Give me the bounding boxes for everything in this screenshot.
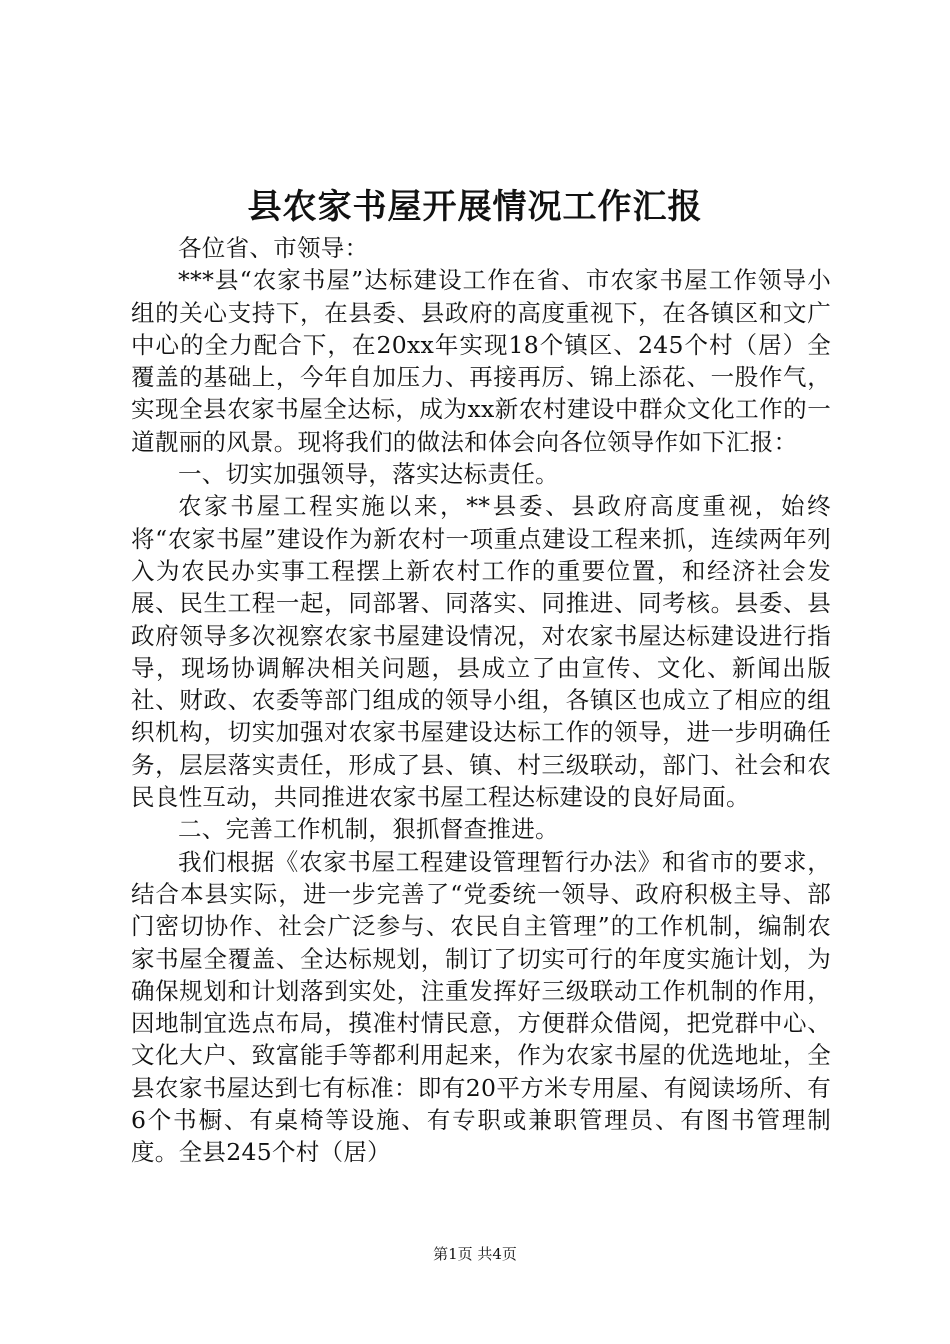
document-title: 县农家书屋开展情况工作汇报 <box>247 187 703 227</box>
page-footer: 第1页 共4页 <box>433 1245 517 1263</box>
section-2-paragraph: 我们根据《农家书屋工程建设管理暂行办法》和省市的要求，结合本县实际，进一步完善了“党委统一领导、政府积极主导、部门密切协作、社会广泛参与、农民自主管理”的工作机制，编制农家书屋全覆盖、全达标规划，制订了切实可行的年度实施计划，为确保规划和计划落到实处，注重发挥好三级联动工作机制的作用，因地制宜选点布局，摸准村情民意，方便群众借阅，把党群中心、文化大户、致富能手等都利用起来，作为农家书屋的优选地址，全县农家书屋达到七有标准：即有20平方米专用屋、有阅读场所、有6个书橱、有桌椅等设施、有专职或兼职管理员、有图书管理制度。全县245个村（居） <box>131 847 831 1167</box>
section-1-paragraph: 农家书屋工程实施以来，**县委、县政府高度重视，始终将“农家书屋”建设作为新农村一项重点建设工程来抓，连续两年列入为农民办实事工程摆上新农村工作的重要位置，和经济社会发展、民生工程一起，同部署、同落实、同推进、同考核。县委、县政府领导多次视察农家书屋建设情况，对农家书屋达标建设进行指导，现场协调解决相关问题，县成立了由宣传、文化、新闻出版社、财政、农委等部门组成的领导小组，各镇区也成立了相应的组织机构，切实加强对农家书屋建设达标工作的领导，进一步明确任务，层层落实责任，形成了县、镇、村三级联动，部门、社会和农民良性互动，共同推进农家书屋工程达标建设的良好局面。 <box>131 492 831 812</box>
intro-paragraph: ***县“农家书屋”达标建设工作在省、市农家书屋工作领导小组的关心支持下，在县委、县政府的高度重视下，在各镇区和文广中心的全力配合下，在20xx年实现18个镇区、245个村（居）全覆盖的基础上，今年自加压力、再接再厉、锦上添花、一股作气，实现全县农家书屋全达标，成为xx新农村建设中群众文化工作的一道靓丽的风景。现将我们的做法和体会向各位领导作如下汇报： <box>131 266 831 456</box>
section-heading-2: 二、完善工作机制，狠抓督查推进。 <box>178 815 559 844</box>
section-heading-1: 一、切实加强领导，落实达标责任。 <box>178 460 559 489</box>
document-body <box>131 232 831 1169</box>
salutation: 各位省、市领导： <box>178 234 369 262</box>
